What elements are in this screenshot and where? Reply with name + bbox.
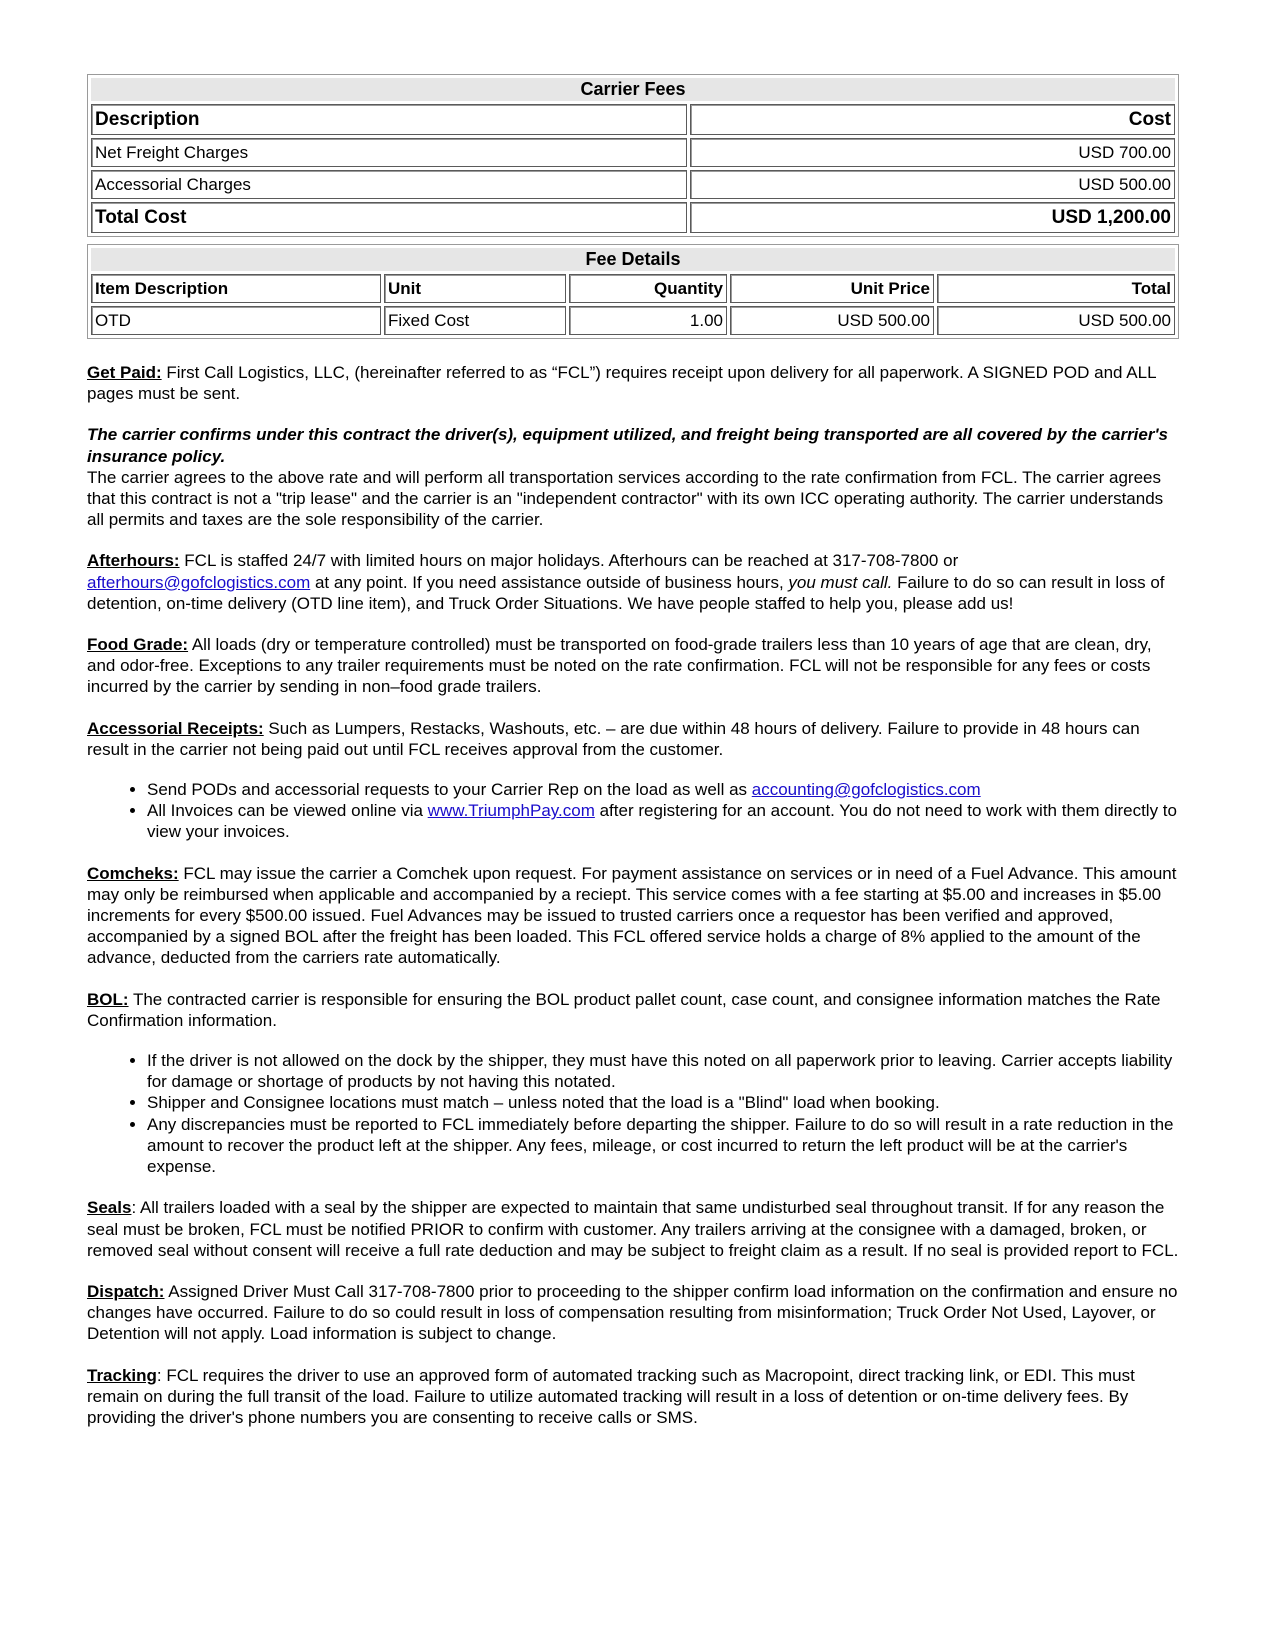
tracking-label: Tracking (87, 1365, 157, 1385)
afterhours-paragraph (87, 550, 1179, 614)
header-unit-price: Unit Price (730, 274, 934, 303)
list-item (147, 779, 1179, 800)
bullet-text: after registering for an account. You do not need to work with them directly to view your invoices. (147, 801, 1177, 842)
item-total: USD 500.00 (937, 306, 1175, 335)
carrier-fees-table (87, 74, 1179, 237)
list-item: • Any discrepancies must be reported to FCL immediately before departing the shipper. Failure to do so will result in a rate reduction in the amount to recover the product left at the shipper. Any fees, mileage, or cost incurred to return the left product will be at the carrier's expense. (147, 1114, 1179, 1178)
item-description: OTD (91, 306, 381, 335)
dispatch-label: Dispatch: (87, 1281, 165, 1301)
total-value: USD 1,200.00 (690, 202, 1175, 233)
list-item: • Shipper and Consignee locations must match – unless noted that the load is a "Blind" load when booking. (147, 1092, 1179, 1113)
carrier-fees-section (87, 74, 1179, 237)
insurance-paragraph (87, 424, 1179, 530)
terms-and-conditions (87, 362, 1179, 1448)
header-item-description: Item Description (91, 274, 381, 303)
header-unit: Unit (384, 274, 566, 303)
afterhours-emphasis: you must call. (788, 572, 893, 592)
dispatch-text: Assigned Driver Must Call 317-708-7800 prior to proceeding to the shipper confirm load information on the confirmation and ensure no changes have occurred. Failure to do so could result in loss of compensation resulting from misinformation; Truck Order Not Used, Layover, or Detention will not apply. Load information is subject to change. (87, 1281, 1178, 1344)
fee-details-table (87, 244, 1179, 339)
bol-label: BOL: (87, 989, 129, 1009)
triumphpay-link[interactable]: www.TriumphPay.com (427, 801, 595, 821)
accessorial-receipts-label: Accessorial Receipts: (87, 718, 264, 738)
comcheks-label: Comcheks: (87, 863, 179, 883)
comcheks-paragraph (87, 863, 1179, 969)
bullet-text: Send PODs and accessorial requests to your Carrier Rep on the load as well as (147, 780, 752, 800)
afterhours-text: at any point. If you need assistance outside of business hours, (310, 572, 789, 592)
bol-bullet-list (87, 1050, 1179, 1177)
get-paid-text: First Call Logistics, LLC, (hereinafter referred to as “FCL”) requires receipt upon delivery for all paperwork. A SIGNED POD and ALL pages must be sent. (87, 363, 1156, 404)
tracking-paragraph (87, 1365, 1179, 1429)
food-grade-label: Food Grade: (87, 635, 189, 655)
afterhours-email-link[interactable]: afterhours@gofclogistics.com (87, 572, 311, 592)
total-row (91, 202, 1175, 233)
item-unit: Fixed Cost (384, 306, 566, 335)
afterhours-label: Afterhours: (87, 551, 180, 571)
fee-details-title: Fee Details (91, 248, 1175, 271)
table-row (91, 138, 1175, 167)
accessorial-bullet-list (87, 779, 1179, 843)
fee-description: Accessorial Charges (91, 170, 687, 199)
header-cost: Cost (690, 104, 1175, 135)
afterhours-text: FCL is staffed 24/7 with limited hours on major holidays. Afterhours can be reached at 317-708-7800 or (179, 551, 959, 571)
header-description: Description (91, 104, 687, 135)
list-item: • If the driver is not allowed on the dock by the shipper, they must have this noted on all paperwork prior to leaving. Carrier accepts liability for damage or shortage of products by not having this notated. (147, 1050, 1179, 1092)
table-row (91, 170, 1175, 199)
get-paid-label: Get Paid: (87, 363, 162, 382)
table-row (91, 306, 1175, 335)
total-label: Total Cost (91, 202, 687, 233)
get-paid-paragraph (87, 362, 1179, 404)
seals-text: : All trailers loaded with a seal by the shipper are expected to maintain that same undisturbed seal throughout transit. If for any reason the seal must be broken, FCL must be notified PRIOR to confirm with customer. Any trailers arriving at the consignee with a damaged, broken, or removed seal without consent will receive a full rate deduction and may be subject to freight claim as a result. If no seal is provided report to FCL. (87, 1198, 1179, 1260)
insurance-text: The carrier agrees to the above rate and will perform all transportation services according to the rate confirmation from FCL. The carrier agrees that this contract is not a "trip lease" and the carrier is an "independent contractor" with its own ICC operating authority. The carrier understands all permits and taxes are the sole responsibility of the carrier. (87, 467, 1164, 530)
bol-paragraph (87, 989, 1179, 1031)
bol-text: The contracted carrier is responsible for ensuring the BOL product pallet count, case count, and consignee information matches the Rate Confirmation information. (87, 989, 1161, 1030)
item-quantity: 1.00 (569, 306, 727, 335)
accessorial-receipts-paragraph (87, 718, 1179, 760)
dispatch-paragraph (87, 1281, 1179, 1345)
list-item (147, 800, 1179, 842)
afterhours-text: Failure to do so can result in loss of detention, on-time delivery (OTD line item), and Truck Order Situations. We have people staffed to help you, please add us! (87, 572, 1165, 613)
fee-cost: USD 700.00 (690, 138, 1175, 167)
seals-paragraph (87, 1197, 1179, 1261)
tracking-text: : FCL requires the driver to use an approved form of automated tracking such as Macropoint, direct tracking link, or EDI. This must remain on during the full transit of the load. Failure to utilize automated tracking will result in a loss of detention or on-time delivery fees. By providing the driver's phone numbers you are consenting to receive calls or SMS. (87, 1365, 1135, 1427)
accessorial-receipts-text: Such as Lumpers, Restacks, Washouts, etc. – are due within 48 hours of delivery. Failure to provide in 48 hours can result in the carrier not being paid out until FCL receives approval from the customer. (87, 718, 1140, 759)
fee-cost: USD 500.00 (690, 170, 1175, 199)
header-total: Total (937, 274, 1175, 303)
insurance-statement: The carrier confirms under this contract the driver(s), equipment utilized, and freight being transported are all covered by the carrier's insurance policy. (87, 425, 1168, 466)
accounting-email-link[interactable]: accounting@gofclogistics.com (751, 780, 981, 800)
fee-description: Net Freight Charges (91, 138, 687, 167)
item-unit-price: USD 500.00 (730, 306, 934, 335)
fee-details-section (87, 244, 1179, 339)
food-grade-text: All loads (dry or temperature controlled) must be transported on food-grade trailers less than 10 years of age that are clean, dry, and odor-free. Exceptions to any trailer requirements must be noted on the rate confirmation. FCL will not be responsible for any fees or costs incurred by the carrier by sending in non–food grade trailers. (87, 635, 1152, 697)
food-grade-paragraph (87, 634, 1179, 698)
header-quantity: Quantity (569, 274, 727, 303)
comcheks-text: FCL may issue the carrier a Comchek upon request. For payment assistance on services or in need of a Fuel Advance. This amount may only be reimbursed when applicable and accompanied by a reciept. This service comes with a fee starting at $5.00 and increases in $5.00 increments for every $500.00 issued. Fuel Advances may be issued to trusted carriers once a requestor has been verified and approved, accompanied by a signed BOL after the freight has been loaded. This FCL offered service holds a charge of 8% applied to the amount of the advance, deducted from the carriers rate automatically. (87, 863, 1177, 968)
bullet-text: All Invoices can be viewed online via (147, 801, 428, 821)
seals-label: Seals (87, 1198, 132, 1218)
carrier-fees-title: Carrier Fees (91, 78, 1175, 101)
